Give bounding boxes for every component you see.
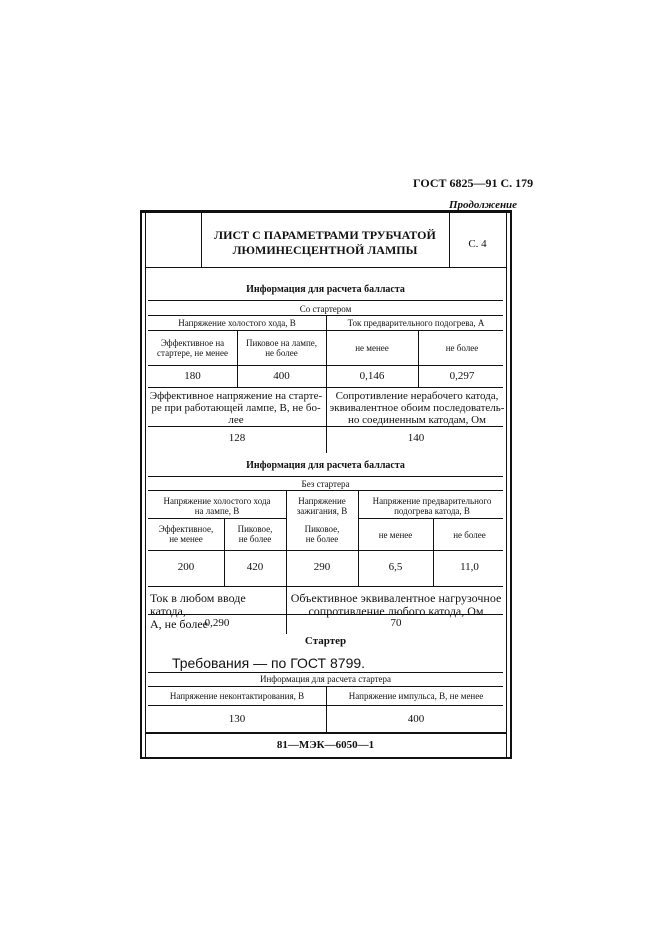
col-preheat-max: не более xyxy=(453,530,486,540)
value-preheat-max: 11,0 xyxy=(460,561,479,573)
starter-requirement: Требования — по ГОСТ 8799. xyxy=(172,655,366,671)
value-cathode-current: 0,290 xyxy=(204,617,230,629)
sheet-footer-code: 81—МЭК—6050—1 xyxy=(276,739,375,751)
subsection-with-starter: Со стартером xyxy=(299,304,352,314)
section-title-ballast-2: Информация для расчета балласта xyxy=(246,460,405,471)
col-pulse-voltage: Напряжение импульса, В, не менее xyxy=(348,691,484,701)
section-title-ballast: Информация для расчета балласта xyxy=(246,284,405,295)
group-preheat-voltage: Напряжение предварительного подогрева катода, В xyxy=(372,496,492,516)
document-reference: ГОСТ 6825—91 С. 179 xyxy=(413,176,534,190)
group-ignition-voltage: Напряжение зажигания, В xyxy=(296,496,348,516)
value-effective-min: 200 xyxy=(177,561,195,573)
label-effective-voltage-operating: Эффективное напряжение на старте- ре при работающей лампе, В, не бо- лее xyxy=(149,390,323,426)
continuation-label: Продолжение xyxy=(449,199,518,211)
value-cathode-resistance: 140 xyxy=(407,432,425,444)
value-peak-on-lamp: 400 xyxy=(273,370,290,382)
col-effective-min: Эффективное, не менее xyxy=(158,524,214,544)
col-current-max: не более xyxy=(445,343,479,353)
sheet-title-line2: ЛЮМИНЕСЦЕНТНОЙ ЛАМПЫ xyxy=(232,243,418,257)
value-ignition-peak-max: 290 xyxy=(313,561,331,573)
value-effective-voltage-operating: 128 xyxy=(228,432,246,444)
starter-table-title: Информация для расчета стартера xyxy=(259,674,392,684)
col-effective-on-starter: Эффективное на стартере, не менее xyxy=(157,338,228,358)
label-cathode-current: Ток в любом вводе катода, А, не более xyxy=(150,591,246,631)
col-ignition-peak-max: Пиковое, не более xyxy=(304,524,340,544)
col-preheat-min: не менее xyxy=(378,530,413,540)
group-open-circuit-voltage: Напряжение холостого хода, В xyxy=(178,318,296,328)
value-effective-on-starter: 180 xyxy=(184,370,201,382)
col-non-contact-voltage: Напряжение неконтактирования, В xyxy=(169,691,305,701)
value-peak-max: 420 xyxy=(246,561,264,573)
col-peak-on-lamp: Пиковое на лампе, не более xyxy=(245,338,318,358)
value-pulse-voltage: 400 xyxy=(407,713,425,725)
sheet-page-label: С. 4 xyxy=(468,238,487,250)
frame-inner-right xyxy=(506,212,507,759)
value-preheat-min: 6,5 xyxy=(388,561,403,573)
col-current-min: не менее xyxy=(355,343,389,353)
value-load-resistance: 70 xyxy=(390,617,402,629)
sheet-title-line1: ЛИСТ С ПАРАМЕТРАМИ ТРУБЧАТОЙ xyxy=(214,228,436,242)
value-non-contact-voltage: 130 xyxy=(228,713,246,725)
label-load-resistance: Объективное эквивалентное нагрузочное сопротивление любого катода, Ом xyxy=(290,591,502,618)
label-cathode-resistance: Сопротивление нерабочего катода, эквивалентное обоим последователь- но соединенным катодам, Ом xyxy=(329,390,505,426)
value-current-min: 0,146 xyxy=(359,370,385,382)
group-preheat-current: Ток предварительного подогрева, А xyxy=(347,318,485,328)
group-open-circuit-voltage-lamp: Напряжение холостого хода на лампе, В xyxy=(163,496,271,516)
col-peak-max: Пиковое, не более xyxy=(237,524,273,544)
value-current-max: 0,297 xyxy=(449,370,475,382)
starter-heading: Стартер xyxy=(304,635,347,647)
subsection-without-starter: Без стартера xyxy=(301,479,350,489)
